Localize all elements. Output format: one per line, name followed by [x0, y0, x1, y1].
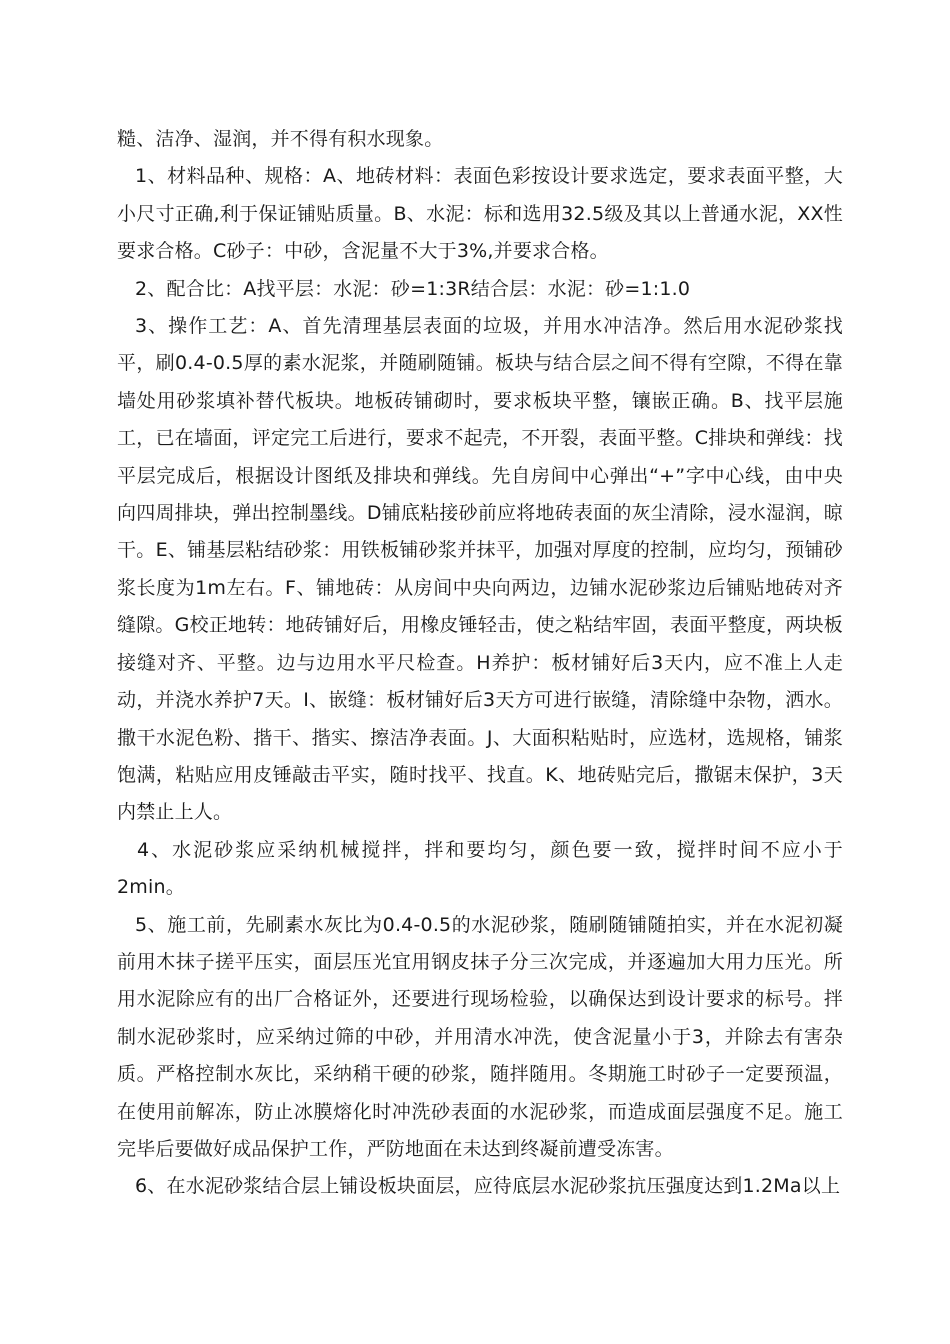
paragraph-5-preparation: 5、施工前，先刷素水灰比为0.4-0.5的水泥砂浆，随刷随铺随拍实，并在水泥初凝前用木抹子搓平压实，面层压光宜用钢皮抹子分三次完成，并逐遍加大用力压光。所用水泥除应有的出厂合格证外，还要进行现场检验，以确保达到设计要求的标号。拌制水泥砂浆时，应采纳过筛的中砂，并用清水冲洗，使含泥量小于3，并除去有害杂质。严格控制水灰比，采纳稍干硬的砂浆，随拌随用。冬期施工时砂子一定要预温，在使用前解冻，防止冰膜熔化时冲洗砂表面的水泥砂浆，而造成面层强度不足。施工完毕后要做好成品保护工作，严防地面在未达到终凝前遭受冻害。 [117, 913, 843, 1160]
paragraph-4-mixing: 4、水泥砂浆应采纳机械搅拌，拌和要均匀，颜色要一致，搅拌时间不应小于2min。 [117, 838, 843, 899]
paragraph-1-materials: 1、材料品种、规格：A、地砖材料：表面色彩按设计要求选定，要求表面平整，大小尺寸正确,利于保证铺贴质量。B、水泥：标和选用32.5级及其以上普通水泥，XX性要求合格。C砂子：中砂，含泥量不大于3%,并要求合格。 [117, 165, 843, 263]
document-body [117, 121, 843, 1206]
paragraph-3-process: 3、操作工艺：A、首先清理基层表面的垃圾，并用水冲洁净。然后用水泥砂浆找平，刷0.4-0.5厚的素水泥浆，并随刷随铺。板块与结合层之间不得有空隙，不得在靠墙处用砂浆填补替代板块。地板砖铺砌时，要求板块平整，镶嵌正确。B、找平层施工，已在墙面，评定完工后进行，要求不起壳，不开裂，表面平整。C排块和弹线：找平层完成后，根据设计图纸及排块和弹线。先自房间中心弹出“+”字中心线，由中央向四周排块，弹出控制墨线。D铺底粘接砂前应将地砖表面的灰尘清除，浸水湿润，晾干。E、铺基层粘结砂浆：用铁板铺砂浆并抹平，加强对厚度的控制，应均匀，预铺砂浆长度为1m左右。F、铺地砖：从房间中央向两边，边铺水泥砂浆边后铺贴地砖对齐缝隙。G校正地转：地砖铺好后，用橡皮锤轻击，使之粘结牢固，表面平整度，两块板接缝对齐、平整。边与边用水平尺检查。H养护：板材铺好后3天内，应不准上人走动，并浇水养护7天。I、嵌缝：板材铺好后3天方可进行嵌缝，清除缝中杂物，洒水。撒干水泥色粉、揩干、揩实、擦洁净表面。J、大面积粘贴时，应选材，选规格，铺浆饱满，粘贴应用皮锤敲击平实，随时找平、找直。K、地砖贴完后，撒锯末保护，3天内禁止上人。 [117, 315, 843, 824]
paragraph-2-mix-ratio: 2、配合比：A找平层：水泥：砂=1:3R结合层：水泥：砂=1:1.0 [135, 277, 691, 300]
paragraph-continuation: 糙、洁净、湿润，并不得有积水现象。 [117, 128, 444, 150]
paragraph-6-bonding-layer: 6、在水泥砂浆结合层上铺设板块面层，应待底层水泥砂浆抗压强度达到1.2Ma以上 [135, 1175, 841, 1198]
